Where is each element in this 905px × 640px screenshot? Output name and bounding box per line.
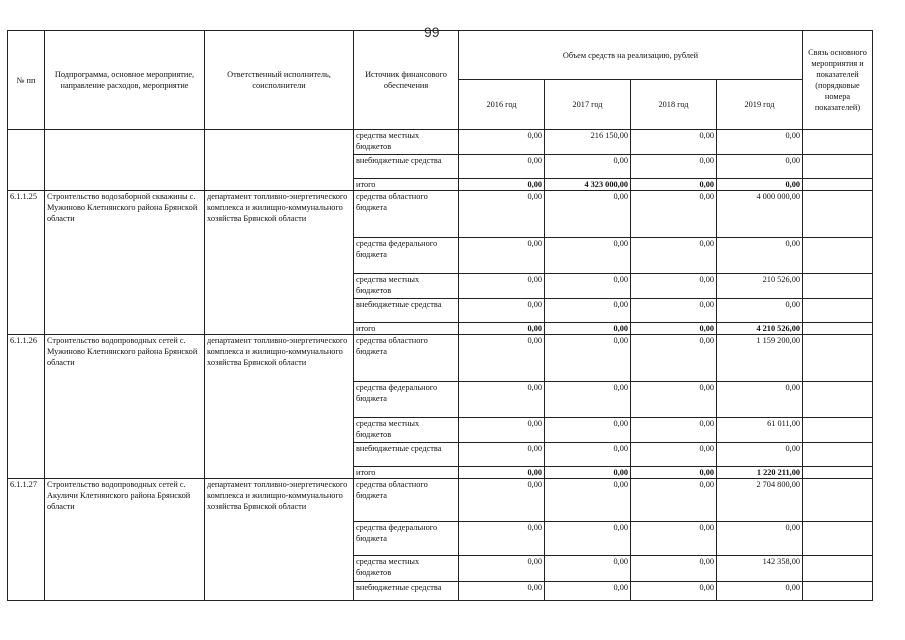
funding-source: средства местных бюджетов	[354, 418, 459, 443]
row-number: 6.1.1.26	[8, 335, 45, 479]
header-program: Подпрограмма, основное мероприятие, направление расходов, мероприятие	[45, 31, 205, 130]
amount-2018: 0,00	[631, 443, 717, 467]
header-year-2016: 2016 год	[459, 80, 545, 130]
header-year-2017: 2017 год	[545, 80, 631, 130]
header-link: Связь основного мероприятия и показателей (порядковые номера показателей)	[803, 31, 873, 130]
funding-source: средства местных бюджетов	[354, 274, 459, 299]
amount-2017: 0,00	[545, 335, 631, 382]
funding-source: итого	[354, 179, 459, 191]
amount-2016: 0,00	[459, 238, 545, 274]
amount-2016: 0,00	[459, 479, 545, 522]
amount-2017: 0,00	[545, 556, 631, 582]
amount-2019: 1 220 211,00	[717, 467, 803, 479]
amount-2016: 0,00	[459, 418, 545, 443]
amount-2019: 2 704 800,00	[717, 479, 803, 522]
indicator-link-cell	[803, 582, 873, 601]
amount-2017: 0,00	[545, 238, 631, 274]
amount-2017: 0,00	[545, 323, 631, 335]
amount-2016: 0,00	[459, 155, 545, 179]
row-number	[8, 130, 45, 191]
amount-2017: 0,00	[545, 191, 631, 238]
funding-source: средства областного бюджета	[354, 191, 459, 238]
table-row	[8, 335, 873, 382]
amount-2016: 0,00	[459, 382, 545, 418]
indicator-link-cell	[803, 418, 873, 443]
funding-source: внебюджетные средства	[354, 299, 459, 323]
amount-2017: 4 323 000,00	[545, 179, 631, 191]
executor-name: департамент топливно-энергетического комплекса и жилищно-коммунального хозяйства Брянской области	[205, 191, 354, 335]
amount-2016: 0,00	[459, 130, 545, 155]
amount-2016: 0,00	[459, 467, 545, 479]
amount-2019: 0,00	[717, 582, 803, 601]
amount-2019: 210 526,00	[717, 274, 803, 299]
header-executor: Ответственный исполнитель, соисполнители	[205, 31, 354, 130]
amount-2019: 0,00	[717, 130, 803, 155]
indicator-link-cell	[803, 238, 873, 274]
amount-2019: 1 159 200,00	[717, 335, 803, 382]
activity-name: Строительство водозаборной скважины с. Мужиново Клетнянского района Брянской области	[45, 191, 205, 335]
row-number: 6.1.1.27	[8, 479, 45, 601]
amount-2017: 0,00	[545, 479, 631, 522]
executor-name	[205, 130, 354, 191]
indicator-link-cell	[803, 382, 873, 418]
page-number: 99	[424, 24, 440, 40]
indicator-link-cell	[803, 191, 873, 238]
amount-2018: 0,00	[631, 522, 717, 556]
funding-source: внебюджетные средства	[354, 443, 459, 467]
funding-source: итого	[354, 323, 459, 335]
activity-name: Строительство водопроводных сетей с. Мужиново Клетнянского района Брянской области	[45, 335, 205, 479]
indicator-link-cell	[803, 556, 873, 582]
indicator-link-cell	[803, 299, 873, 323]
amount-2018: 0,00	[631, 179, 717, 191]
header-source: Источник финансового обеспечения	[354, 31, 459, 130]
funding-source: средства федерального бюджета	[354, 382, 459, 418]
amount-2018: 0,00	[631, 191, 717, 238]
amount-2019: 0,00	[717, 522, 803, 556]
amount-2017: 0,00	[545, 382, 631, 418]
amount-2017: 0,00	[545, 274, 631, 299]
funding-source: средства областного бюджета	[354, 335, 459, 382]
amount-2017: 0,00	[545, 155, 631, 179]
amount-2018: 0,00	[631, 556, 717, 582]
indicator-link-cell	[803, 522, 873, 556]
funding-source: средства федерального бюджета	[354, 238, 459, 274]
amount-2017: 0,00	[545, 582, 631, 601]
indicator-link-cell	[803, 155, 873, 179]
indicator-link-cell	[803, 479, 873, 522]
funding-source: итого	[354, 467, 459, 479]
header-year-2019: 2019 год	[717, 80, 803, 130]
indicator-link-cell	[803, 130, 873, 155]
amount-2016: 0,00	[459, 323, 545, 335]
funding-source: внебюджетные средства	[354, 582, 459, 601]
amount-2018: 0,00	[631, 582, 717, 601]
amount-2016: 0,00	[459, 335, 545, 382]
table-row	[8, 130, 873, 155]
table-row	[8, 479, 873, 522]
funding-source: средства областного бюджета	[354, 479, 459, 522]
funding-source: средства местных бюджетов	[354, 556, 459, 582]
amount-2016: 0,00	[459, 556, 545, 582]
amount-2018: 0,00	[631, 155, 717, 179]
executor-name: департамент топливно-энергетического комплекса и жилищно-коммунального хозяйства Брянской области	[205, 479, 354, 601]
activity-name	[45, 130, 205, 191]
header-year-2018: 2018 год	[631, 80, 717, 130]
amount-2019: 0,00	[717, 155, 803, 179]
amount-2018: 0,00	[631, 299, 717, 323]
funding-source: средства федерального бюджета	[354, 522, 459, 556]
amount-2018: 0,00	[631, 382, 717, 418]
amount-2016: 0,00	[459, 582, 545, 601]
amount-2017: 216 150,00	[545, 130, 631, 155]
amount-2016: 0,00	[459, 443, 545, 467]
indicator-link-cell	[803, 335, 873, 382]
amount-2019: 0,00	[717, 443, 803, 467]
amount-2018: 0,00	[631, 238, 717, 274]
executor-name: департамент топливно-энергетического комплекса и жилищно-коммунального хозяйства Брянской области	[205, 335, 354, 479]
amount-2016: 0,00	[459, 179, 545, 191]
funding-source: внебюджетные средства	[354, 155, 459, 179]
amount-2018: 0,00	[631, 130, 717, 155]
amount-2019: 0,00	[717, 179, 803, 191]
amount-2018: 0,00	[631, 323, 717, 335]
amount-2018: 0,00	[631, 479, 717, 522]
amount-2017: 0,00	[545, 418, 631, 443]
header-num: № пп	[8, 31, 45, 130]
amount-2019: 0,00	[717, 382, 803, 418]
amount-2018: 0,00	[631, 274, 717, 299]
table-body	[8, 130, 873, 601]
activity-name: Строительство водопроводных сетей с. Акуличи Клетнянского района Брянской области	[45, 479, 205, 601]
amount-2017: 0,00	[545, 299, 631, 323]
header-volume: Объем средств на реализацию, рублей	[459, 31, 803, 80]
indicator-link-cell	[803, 467, 873, 479]
amount-2016: 0,00	[459, 522, 545, 556]
amount-2016: 0,00	[459, 191, 545, 238]
amount-2017: 0,00	[545, 467, 631, 479]
amount-2016: 0,00	[459, 274, 545, 299]
amount-2019: 61 011,00	[717, 418, 803, 443]
table-row	[8, 191, 873, 238]
amount-2018: 0,00	[631, 335, 717, 382]
indicator-link-cell	[803, 274, 873, 299]
amount-2016: 0,00	[459, 299, 545, 323]
amount-2018: 0,00	[631, 418, 717, 443]
amount-2019: 4 210 526,00	[717, 323, 803, 335]
indicator-link-cell	[803, 323, 873, 335]
budget-table	[7, 30, 873, 601]
amount-2019: 0,00	[717, 238, 803, 274]
amount-2019: 0,00	[717, 299, 803, 323]
amount-2018: 0,00	[631, 467, 717, 479]
indicator-link-cell	[803, 179, 873, 191]
amount-2019: 4 000 000,00	[717, 191, 803, 238]
amount-2017: 0,00	[545, 443, 631, 467]
funding-source: средства местных бюджетов	[354, 130, 459, 155]
indicator-link-cell	[803, 443, 873, 467]
amount-2017: 0,00	[545, 522, 631, 556]
amount-2019: 142 358,00	[717, 556, 803, 582]
row-number: 6.1.1.25	[8, 191, 45, 335]
